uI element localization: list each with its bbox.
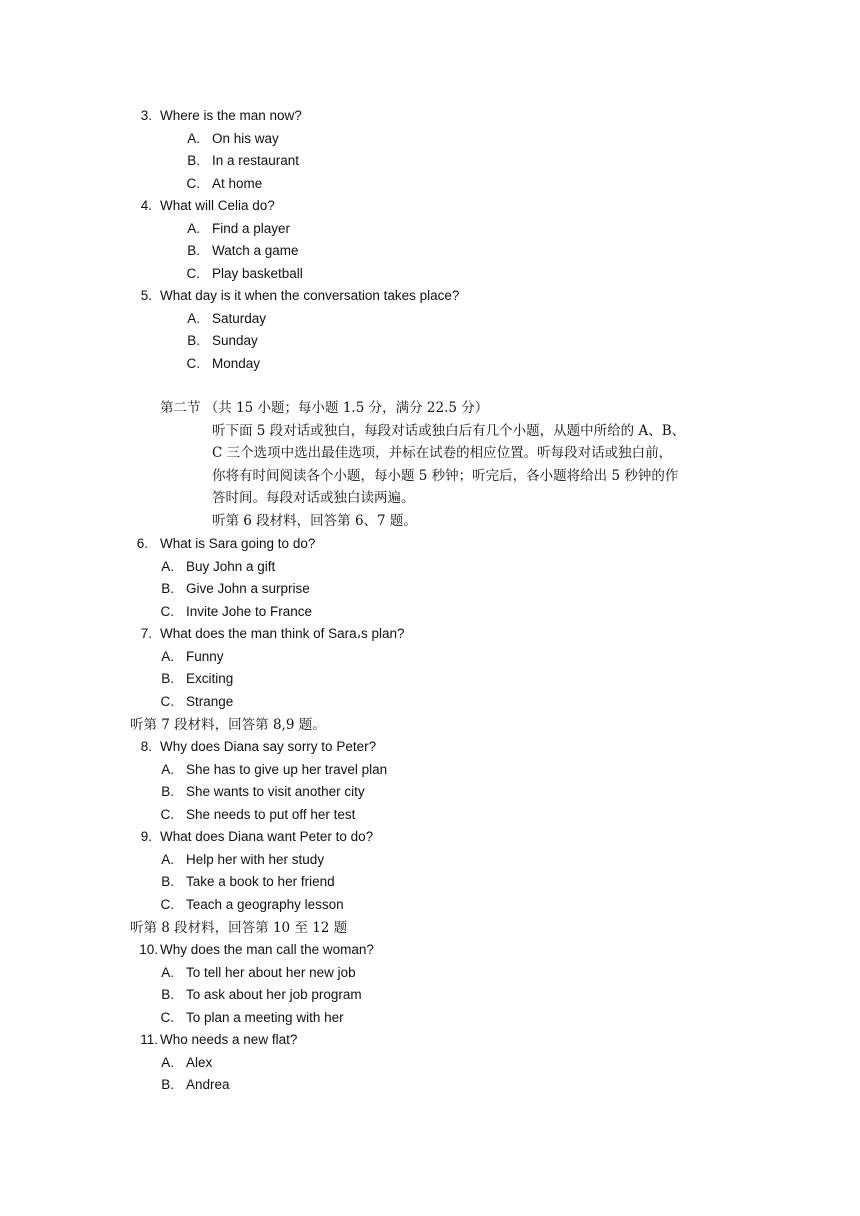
option-text: Saturday [212, 311, 267, 326]
option-text: Invite Johe to France [186, 604, 313, 619]
question-number: 8. [140, 739, 152, 754]
question-text: What is Sara going to do? [160, 536, 316, 551]
instruction-line: 你将有时间阅读各个小题，每小题 5 秒钟；听完后，各小题将给出 5 秒钟的作 [212, 468, 679, 484]
option-letter: C. [160, 807, 174, 822]
option-letter: B. [161, 874, 174, 889]
question-number: 5. [140, 288, 152, 303]
option-letter: A. [161, 852, 174, 867]
option-text: On his way [212, 131, 279, 146]
question-text: What will Celia do? [160, 198, 275, 213]
option-text: Teach a geography lesson [186, 897, 344, 912]
option-letter: C. [160, 604, 174, 619]
option-letter: B. [187, 153, 200, 168]
option-text: Give John a surprise [186, 581, 310, 596]
section-heading: 第二节 （共 15 小题；每小题 1.5 分，满分 22.5 分） [160, 400, 489, 416]
option-letter: A. [161, 965, 174, 980]
option-letter: C. [160, 1010, 174, 1025]
option-letter: C. [186, 356, 200, 371]
option-letter: B. [187, 333, 200, 348]
option-letter: A. [161, 762, 174, 777]
option-letter: A. [161, 1055, 174, 1070]
option-text: To plan a meeting with her [186, 1010, 344, 1025]
question-number: 10. [139, 942, 158, 957]
option-text: Help her with her study [186, 852, 325, 867]
question-text: Why does Diana say sorry to Peter? [160, 739, 377, 754]
instruction-line: 答时间。每段对话或独白读两遍。 [212, 490, 415, 506]
option-text: Watch a game [212, 243, 299, 258]
question-text: Why does the man call the woman? [160, 942, 374, 957]
option-text: At home [212, 176, 263, 191]
option-text: Andrea [186, 1077, 230, 1092]
option-text: She has to give up her travel plan [186, 762, 388, 777]
question-text: What day is it when the conversation takes place? [160, 288, 460, 303]
instruction-line: 听下面 5 段对话或独白，每段对话或独白后有几个小题，从题中所给的 A、B、 [212, 423, 686, 439]
instruction-line: C 三个选项中选出最佳选项，并标在试卷的相应位置。听每段对话或独白前， [212, 445, 673, 461]
option-letter: A. [187, 131, 200, 146]
material-heading: 听第 6 段材料，回答第 6、7 题。 [212, 513, 417, 529]
option-letter: C. [186, 176, 200, 191]
option-text: Alex [186, 1055, 213, 1070]
option-text: Buy John a gift [186, 559, 276, 574]
option-text: To ask about her job program [186, 987, 362, 1002]
option-letter: B. [161, 1077, 174, 1092]
question-number: 3. [140, 108, 152, 123]
option-letter: C. [186, 266, 200, 281]
question-number: 7. [140, 626, 152, 641]
option-text: Find a player [212, 221, 291, 236]
question-text: Where is the man now? [160, 108, 302, 123]
option-text: In a restaurant [212, 153, 300, 168]
option-letter: A. [187, 221, 200, 236]
question-number: 9. [140, 829, 152, 844]
option-letter: A. [161, 559, 174, 574]
option-text: Play basketball [212, 266, 303, 281]
material-heading: 听第 8 段材料，回答第 10 至 12 题 [130, 920, 348, 936]
question-text: What does Diana want Peter to do? [160, 829, 374, 844]
question-text: What does the man think of Sara،s plan? [160, 626, 405, 641]
option-letter: B. [161, 671, 174, 686]
option-text: Sunday [212, 333, 258, 348]
option-text: Exciting [186, 671, 234, 686]
option-letter: A. [161, 649, 174, 664]
option-text: Strange [186, 694, 234, 709]
option-letter: C. [160, 694, 174, 709]
question-number: 11. [140, 1032, 158, 1047]
option-text: She wants to visit another city [186, 784, 365, 799]
option-text: To tell her about her new job [186, 965, 356, 980]
option-text: Monday [212, 356, 261, 371]
question-text: Who needs a new flat? [160, 1032, 298, 1047]
option-letter: B. [187, 243, 200, 258]
option-letter: C. [160, 897, 174, 912]
question-number: 4. [140, 198, 152, 213]
question-number: 6. [136, 536, 148, 551]
material-heading: 听第 7 段材料，回答第 8,9 题。 [130, 717, 326, 733]
option-letter: B. [161, 987, 174, 1002]
option-letter: B. [161, 581, 174, 596]
option-text: She needs to put off her test [186, 807, 356, 822]
option-text: Funny [186, 649, 224, 664]
option-letter: B. [161, 784, 174, 799]
option-letter: A. [187, 311, 200, 326]
option-text: Take a book to her friend [186, 874, 335, 889]
